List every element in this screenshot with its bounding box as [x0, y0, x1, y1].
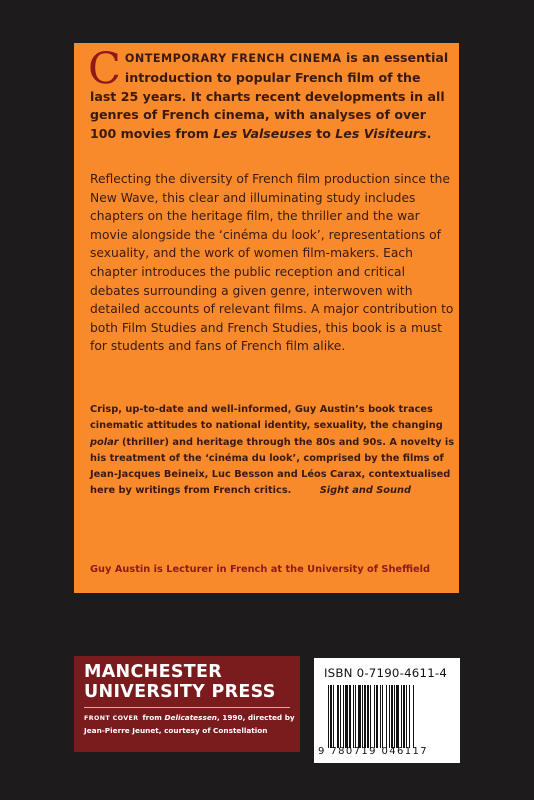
book-title-lead: ONTEMPORARY FRENCH CINEMA: [124, 52, 342, 65]
credit-from: from: [142, 713, 165, 722]
barcode-icon: [328, 685, 456, 748]
isbn-number: ISBN 0-7190-4611-4: [324, 666, 448, 680]
review-quote: [90, 402, 455, 500]
review-source: Sight and Sound: [319, 485, 411, 497]
publisher-line-2: UNIVERSITY PRESS: [84, 682, 276, 702]
author-note: Guy Austin is Lecturer in French at the University of Sheffield: [90, 564, 431, 575]
cover-credit: [84, 712, 296, 737]
publisher-name: [84, 662, 276, 702]
drop-cap: C: [88, 44, 121, 94]
intro-connector: to: [311, 126, 336, 142]
barcode-digits: 9 780719 046117: [318, 746, 429, 757]
isbn-barcode-box: [314, 658, 460, 763]
publisher-divider: [84, 707, 290, 708]
publisher-logo-box: [74, 656, 300, 752]
intro-paragraph: [88, 44, 450, 144]
film-title-visiteurs: Les Visiteurs: [335, 126, 427, 142]
description-paragraph: Reflecting the diversity of French film production since the New Wave, this clear and illuminating study includes chapters on the heritage film, the thriller and the war movie alongside the ‘cinéma du look’, representations of sexuality, and the work of women film-makers. Each chapter introduces the public reception and critical debates surrounding a given genre, interwoven with detailed accounts of relevant films. A major contribution to both Film Studies and French Studies, this book is a must for students and fans of French film alike.: [90, 172, 454, 354]
review-text-2: (thriller) and heritage through the 80s and 90s. A novelty is his treatment of the ‘cinéma du look’, comprised by the films of Jean-Jacques Beineix, Luc Besson and Léos Carax, contextualised here by writings from French critics.: [90, 436, 455, 497]
credit-rest: , 1990, directed by Jean-Pierre Jeunet, courtesy of Constellation: [84, 713, 295, 735]
publisher-line-1: MANCHESTER: [84, 662, 223, 682]
intro-text: is an essential introduction to popular French film of the last 25 years. It charts recent developments in all genres of French cinema, with analyses of over 100 movies from: [90, 50, 449, 142]
film-title-valseuses: Les Valseuses: [213, 126, 312, 142]
review-text-1: Crisp, up-to-date and well-informed, Guy Austin’s book traces cinematic attitudes to national identity, sexuality, the changing: [90, 404, 443, 432]
intro-end: .: [426, 126, 432, 142]
credit-label: FRONT COVER: [84, 715, 139, 722]
credit-film: Delicatessen: [164, 713, 217, 722]
blurb-panel: [74, 43, 459, 593]
review-polar: polar: [90, 436, 119, 448]
